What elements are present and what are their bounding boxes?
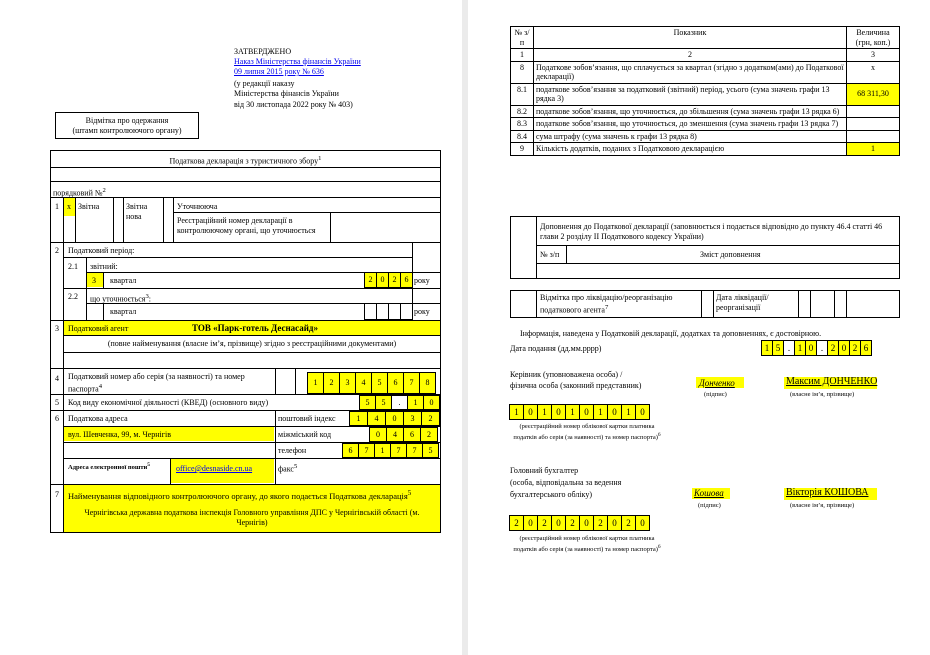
indicator-row <box>511 130 900 143</box>
accountant-label-1: Головний бухгалтер <box>510 466 579 475</box>
digit-cell[interactable]: 5 <box>371 372 388 394</box>
indicator-value[interactable]: 68 311,30 <box>847 83 900 105</box>
digit-cell[interactable]: 5 <box>375 395 392 410</box>
digit-cell[interactable]: 2 <box>621 515 636 531</box>
digit-cell[interactable]: 1 <box>565 404 580 420</box>
digit-cell[interactable]: 2 <box>593 515 608 531</box>
indicator-value[interactable] <box>847 118 900 131</box>
head-name-caption: (власне ім’я, прізвище) <box>790 391 855 398</box>
row1-number: 1 <box>55 202 59 211</box>
digit-cell[interactable]: 1 <box>374 443 391 458</box>
digit-cell[interactable]: 2 <box>323 372 340 394</box>
tax-period-label: Податковий період: <box>68 246 135 255</box>
indicator-row <box>511 105 900 118</box>
digit-cell[interactable]: 5 <box>359 395 376 410</box>
declaration-page-2 <box>468 0 930 655</box>
digit-cell[interactable]: 2 <box>388 272 401 288</box>
head-id-digits[interactable] <box>510 404 650 420</box>
accountant-name-caption: (власне ім’я, прізвище) <box>790 502 855 509</box>
phone-label: телефон <box>278 446 307 455</box>
indicator-text: податкове зобов’язання за податковий (звітний) період, усього (сума значень графи 13 рядка 3) <box>534 83 847 105</box>
digit-cell[interactable]: 0 <box>523 404 538 420</box>
header-value: Величина (грн, коп.) <box>847 27 900 49</box>
indicator-value[interactable] <box>847 105 900 118</box>
form-title: Податкова декларація з туристичного збору$^1$ <box>169 155 322 166</box>
digit-cell[interactable]: . <box>391 395 408 410</box>
postal-index-label: поштовий індекс <box>278 414 336 423</box>
digit-cell[interactable]: 0 <box>805 340 817 356</box>
accountant-label-2: (особа, відповідальна за ведення <box>510 478 622 487</box>
digit-cell[interactable] <box>400 303 413 320</box>
digit-cell[interactable]: . <box>783 340 795 356</box>
accountant-sign-caption: (підпис) <box>698 502 721 509</box>
phone-digits[interactable] <box>343 443 439 458</box>
digit-cell[interactable]: 0 <box>369 427 387 442</box>
type-reporting[interactable]: Звітна <box>78 202 100 211</box>
head-full-name[interactable]: Максим ДОНЧЕНКО <box>786 376 878 387</box>
digit-cell[interactable]: 2 <box>364 272 377 288</box>
liquidation-label: Відмітка про ліквідацію/реорганізацію податкового агента$^7$ <box>540 293 673 315</box>
tax-number-label: Податковий номер або серія (за наявності) та номер паспорта$^4$ <box>68 372 245 394</box>
digit-cell[interactable]: 6 <box>400 272 413 288</box>
supplements-title: Доповнення до Податкової декларації (заповнюється і подається відповідно до пункту 46.4 статті 46 глави 2 розділу II Податкового кодексу України) <box>540 222 883 241</box>
year-digits[interactable] <box>365 272 413 288</box>
indicator-row <box>511 83 900 105</box>
clarified-year-digits[interactable] <box>365 303 413 320</box>
control-body-name[interactable]: Чернігівська державна податкова інспекція Головного управління ДПС у Чернігівській області (м. Чернігів) <box>84 508 420 527</box>
head-signature[interactable]: Донченко <box>699 378 735 388</box>
digit-cell[interactable]: 1 <box>794 340 806 356</box>
indicator-value[interactable]: х <box>847 61 900 83</box>
indicator-number: 8.3 <box>511 118 534 131</box>
clarified-year-word: року <box>414 307 430 316</box>
order-number-label: порядковий №$^2$ <box>53 187 106 198</box>
digit-cell[interactable]: 3 <box>403 411 422 426</box>
stamp-line-2: (штамп контролюючого органу) <box>72 126 182 135</box>
digit-cell[interactable]: 2 <box>420 427 438 442</box>
digit-cell[interactable]: 0 <box>423 395 440 410</box>
liquidation-date-label: Дата ліквідації/ реорганізації <box>716 293 769 312</box>
indicator-number: 8.1 <box>511 83 534 105</box>
indicators-header-row <box>511 27 900 49</box>
submission-date-digits[interactable] <box>762 340 872 356</box>
quarter-word: квартал <box>110 276 137 285</box>
control-body-label: Найменування відповідного контролюючого органу, до якого подається Податкова декларація$^5$ <box>68 489 412 501</box>
tax-agent-name[interactable]: ТОВ «Парк-готель Деснасайд» <box>192 323 318 333</box>
column-numbers-row <box>511 49 900 62</box>
clarified-quarter-word: квартал <box>110 307 137 316</box>
type-clarifying[interactable]: Уточнююча <box>177 202 218 211</box>
digit-cell[interactable]: 7 <box>390 443 407 458</box>
digit-cell[interactable]: 5 <box>772 340 784 356</box>
digit-cell[interactable]: 4 <box>367 411 386 426</box>
kved-label: Код виду економічної діяльності (КВЕД) (основного виду) <box>68 398 269 407</box>
indicator-number: 8 <box>511 61 534 83</box>
declaration-page-1 <box>0 0 462 655</box>
digit-cell[interactable]: 2 <box>565 515 580 531</box>
tax-address-label: Податкова адреса <box>68 414 128 423</box>
approval-note-2: Міністерства фінансів України <box>234 89 339 98</box>
approval-title: ЗАТВЕРДЖЕНО <box>234 47 292 56</box>
indicators-table <box>510 26 900 156</box>
intercity-code-digits[interactable] <box>370 427 438 442</box>
row2-1-number: 2.1 <box>68 262 78 271</box>
header-number: № з/п <box>511 27 534 49</box>
digit-cell[interactable]: 0 <box>385 411 404 426</box>
tax-agent-note: (повне найменування (власне ім’я, прізвище) згідно з реєстраційними документами) <box>107 339 397 348</box>
row5-number: 5 <box>55 398 59 407</box>
indicator-row <box>511 118 900 131</box>
digit-cell[interactable]: 2 <box>849 340 861 356</box>
street-address[interactable]: вул. Шевченка, 99, м. Чернігів <box>68 430 172 439</box>
accountant-signature[interactable]: Кошова <box>694 488 724 498</box>
digit-cell[interactable]: 5 <box>422 443 439 458</box>
indicator-number: 8.2 <box>511 105 534 118</box>
digit-cell[interactable]: 2 <box>509 515 524 531</box>
year-word: року <box>414 276 430 285</box>
accuracy-statement: Інформація, наведена у Податковій декларації, додатках та доповненнях, є достовірною. <box>520 329 822 338</box>
digit-cell[interactable]: 1 <box>407 395 424 410</box>
type-reporting-new[interactable]: Звітна нова <box>126 202 148 221</box>
digit-cell[interactable]: 1 <box>349 411 368 426</box>
row4-number: 4 <box>55 374 59 383</box>
indicator-text: Податкове зобов’язання, що сплачується за квартал (згідно з додатком(ами) до Податкової декларації) <box>534 61 847 83</box>
digit-cell[interactable]: 0 <box>838 340 850 356</box>
indicator-text: Кількість додатків, поданих з Податковою декларацією <box>534 143 847 156</box>
digit-cell[interactable]: 1 <box>621 404 636 420</box>
digit-cell[interactable]: 0 <box>607 404 622 420</box>
row2-number: 2 <box>55 246 59 255</box>
digit-cell[interactable]: . <box>816 340 828 356</box>
accountant-label-3: бухгалтерського обліку) <box>510 490 592 499</box>
indicator-number: 8.4 <box>511 130 534 143</box>
digit-cell[interactable]: 4 <box>355 372 372 394</box>
supplements-col-number: № з/п <box>540 250 560 259</box>
digit-cell[interactable]: 1 <box>509 404 524 420</box>
clarified-reg-label: Реєстраційний номер декларації в контролюючому органі, що уточнюється <box>177 216 316 235</box>
approval-note-1: (у редакції наказу <box>234 79 295 88</box>
indicator-text: сума штрафу (сума значень к графи 13 рядка 8) <box>534 130 847 143</box>
accountant-id-caption: (реєстраційний номер облікової картки платника податків або серія (за наявності) та номер паспорта)$^6$ <box>513 535 661 554</box>
digit-cell[interactable]: 3 <box>339 372 356 394</box>
indicator-row <box>511 61 900 83</box>
quarter-number[interactable]: 3 <box>92 276 96 285</box>
col-number-2: 2 <box>534 49 847 62</box>
head-label-1: Керівник (уповноважена особа) / <box>510 370 623 379</box>
digit-cell[interactable]: 1 <box>307 372 324 394</box>
row7-number: 7 <box>55 490 59 499</box>
digit-cell[interactable]: 0 <box>579 404 594 420</box>
approval-date-link[interactable]: 09 липня 2015 року № 636 <box>234 67 324 76</box>
digit-cell[interactable]: 8 <box>419 372 436 394</box>
postal-index-digits[interactable] <box>350 411 440 426</box>
col-number-3: 3 <box>847 49 900 62</box>
digit-cell[interactable]: 0 <box>635 404 650 420</box>
indicator-text: податкове зобов’язання, що уточнюється, до збільшення (сума значень графи 13 рядка 6) <box>534 105 847 118</box>
head-id-caption: (реєстраційний номер облікової картки платника податків або серія (за наявності) та номер паспорта)$^6$ <box>513 423 661 442</box>
digit-cell[interactable]: 6 <box>342 443 359 458</box>
digit-cell[interactable]: 6 <box>860 340 872 356</box>
digit-cell[interactable]: 1 <box>537 404 552 420</box>
approval-note-3: від 30 листопада 2022 року № 403) <box>234 100 353 109</box>
digit-cell[interactable]: 0 <box>607 515 622 531</box>
indicator-value[interactable] <box>847 130 900 143</box>
digit-cell[interactable]: 1 <box>761 340 773 356</box>
digit-cell[interactable]: 7 <box>358 443 375 458</box>
row2-2-number: 2.2 <box>68 292 78 301</box>
row6-number: 6 <box>55 414 59 423</box>
digit-cell[interactable]: 7 <box>403 372 420 394</box>
supplements-col-content: Зміст доповнення <box>700 250 761 259</box>
digit-cell[interactable]: 0 <box>551 515 566 531</box>
email-label: Адреса електронної пошти$^5$ <box>68 462 150 472</box>
email-link[interactable]: office@desnaside.cn.ua <box>176 464 253 473</box>
digit-cell[interactable]: 2 <box>421 411 440 426</box>
form-type-mark[interactable]: x <box>67 202 71 211</box>
clarified-period-label: що уточнюється$^3$: <box>90 293 151 304</box>
digit-cell[interactable]: 0 <box>551 404 566 420</box>
digit-cell[interactable]: 1 <box>593 404 608 420</box>
digit-cell[interactable]: 0 <box>579 515 594 531</box>
digit-cell[interactable]: 0 <box>635 515 650 531</box>
stamp-line-1: Відмітка про одержання <box>85 116 169 125</box>
fax-label: факс$^5$ <box>278 463 298 474</box>
head-sign-caption: (підпис) <box>704 391 727 398</box>
tax-number-digits[interactable] <box>308 372 436 394</box>
header-indicator: Показник <box>534 27 847 49</box>
head-label-2: фізична особа (законний представник) <box>510 381 642 390</box>
digit-cell[interactable]: 2 <box>827 340 839 356</box>
indicator-value[interactable]: 1 <box>847 143 900 156</box>
indicator-number: 9 <box>511 143 534 156</box>
submission-date-label: Дата подання (дд.мм.рррр) <box>510 344 602 353</box>
digit-cell[interactable]: 2 <box>537 515 552 531</box>
indicator-row <box>511 143 900 156</box>
accountant-full-name[interactable]: Вікторія КОШОВА <box>786 487 869 498</box>
row3-number: 3 <box>55 324 59 333</box>
digit-cell[interactable]: 6 <box>387 372 404 394</box>
reporting-label: звітний: <box>90 262 118 271</box>
digit-cell[interactable]: 4 <box>386 427 404 442</box>
digit-cell[interactable]: 7 <box>406 443 423 458</box>
digit-cell[interactable]: 0 <box>523 515 538 531</box>
accountant-id-digits[interactable] <box>510 515 650 531</box>
tax-agent-label: Податковий агент <box>68 324 129 333</box>
kved-digits[interactable] <box>360 395 440 410</box>
digit-cell[interactable]: 0 <box>376 272 389 288</box>
approval-order-link[interactable]: Наказ Міністерства фінансів України <box>234 57 361 66</box>
digit-cell[interactable]: 6 <box>403 427 421 442</box>
indicator-text: податкове зобов’язання, що уточнюється, до зменшення (сума значень графи 13 рядка 7) <box>534 118 847 131</box>
col-number-1: 1 <box>511 49 534 62</box>
intercity-code-label: міжміський код <box>278 430 332 439</box>
